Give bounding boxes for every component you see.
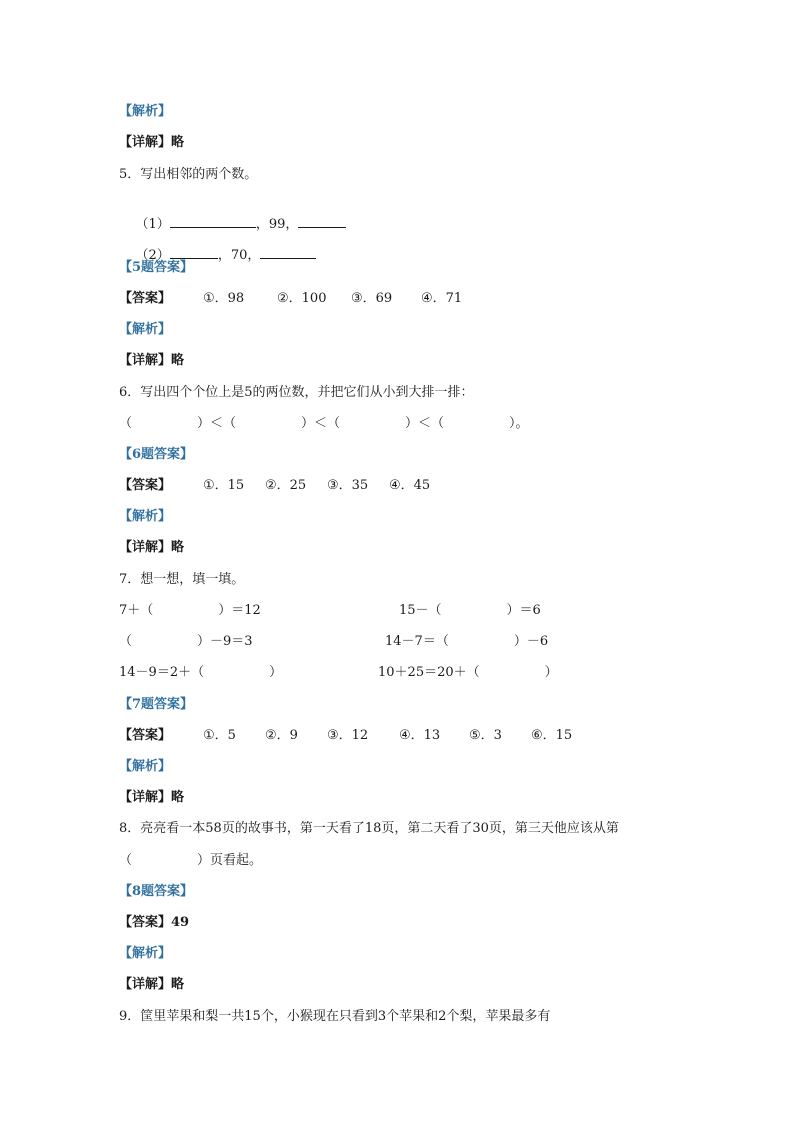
q5-answer-title: 【5题答案】 <box>119 260 194 275</box>
q5-answer-4: ④．71 <box>421 291 463 306</box>
q6-answer-2: ②．25 <box>265 478 307 493</box>
q5-line-1-mid: ，99， <box>255 217 299 232</box>
q7-row-1-right: 15－（ ）＝6 <box>399 603 541 618</box>
q7-question: 7．想一想，填一填。 <box>119 572 245 587</box>
q7-row-2-right: 14－7＝（ ）－6 <box>385 634 549 649</box>
q6-blanks-line: （ ）＜（ ）＜（ ）＜（ ）。 <box>119 416 529 431</box>
q7-row-2 <box>119 633 679 651</box>
q7-answer-row <box>119 727 679 745</box>
q5-blank-1[interactable] <box>170 215 256 228</box>
q8-detail: 【详解】略 <box>119 977 185 992</box>
q5-blank-2[interactable] <box>298 215 346 228</box>
q5-answer-row <box>119 290 679 308</box>
q7-answer-title: 【7题答案】 <box>119 697 194 712</box>
q6-answer-4: ④．45 <box>389 478 431 493</box>
q5-line-2-prefix: （2） <box>135 248 170 263</box>
q6-answer-1: ①．15 <box>203 478 245 493</box>
q7-row-2-left: （ ）－9＝3 <box>119 634 253 649</box>
q6-answer-3: ③．35 <box>327 478 369 493</box>
q7-row-1 <box>119 602 679 620</box>
q4-analysis-heading: 【解析】 <box>119 104 172 119</box>
q5-answer-3: ③．69 <box>351 291 393 306</box>
q7-detail: 【详解】略 <box>119 790 185 805</box>
q5-answer-1: ①．98 <box>203 291 245 306</box>
q8-question-line-1: 8．亮亮看一本58页的故事书，第一天看了18页，第二天看了30页，第三天他应该从第 <box>119 821 619 836</box>
q7-answer-6: ⑥．15 <box>531 728 573 743</box>
q7-row-3-left: 14－9＝2＋（ ） <box>119 665 283 680</box>
q6-answer-label: 【答案】 <box>119 478 172 493</box>
q6-detail: 【详解】略 <box>119 540 185 555</box>
q7-answer-label: 【答案】 <box>119 728 172 743</box>
q6-question: 6．写出四个个位上是5的两位数，并把它们从小到大排一排： <box>119 385 474 400</box>
q7-row-3-right: 10＋25＝20＋（ ） <box>378 665 558 680</box>
q7-row-1-left: 7＋（ ）＝12 <box>119 603 261 618</box>
q5-line-1-prefix: （1） <box>135 217 170 232</box>
q7-answer-4: ④．13 <box>399 728 441 743</box>
q6-answer-row <box>119 477 679 495</box>
q5-answer-2: ②．100 <box>277 291 327 306</box>
q5-blank-3[interactable] <box>170 246 218 259</box>
q5-line-2-mid: ，70， <box>217 248 261 263</box>
q5-detail: 【详解】略 <box>119 353 185 368</box>
q7-answer-1: ①．5 <box>203 728 236 743</box>
q7-answer-5: ⑤．3 <box>469 728 502 743</box>
q6-analysis-heading: 【解析】 <box>119 509 172 524</box>
q5-blank-4[interactable] <box>260 246 316 259</box>
q8-analysis-heading: 【解析】 <box>119 946 172 961</box>
q5-answer-label: 【答案】 <box>119 291 172 306</box>
q4-detail: 【详解】略 <box>119 135 185 150</box>
q7-analysis-heading: 【解析】 <box>119 759 172 774</box>
q5-analysis-heading: 【解析】 <box>119 322 172 337</box>
q6-answer-title: 【6题答案】 <box>119 447 194 462</box>
q5-question: 5．写出相邻的两个数。 <box>119 167 258 182</box>
q8-answer: 【答案】49 <box>119 915 190 930</box>
q8-question-line-2: （ ）页看起。 <box>119 853 263 868</box>
q7-answer-3: ③．12 <box>327 728 369 743</box>
q7-answer-2: ②．9 <box>265 728 298 743</box>
q7-row-3 <box>119 664 679 682</box>
q9-question: 9．筐里苹果和梨一共15个，小猴现在只看到3个苹果和2个梨，苹果最多有 <box>119 1009 551 1024</box>
q8-answer-title: 【8题答案】 <box>119 884 194 899</box>
